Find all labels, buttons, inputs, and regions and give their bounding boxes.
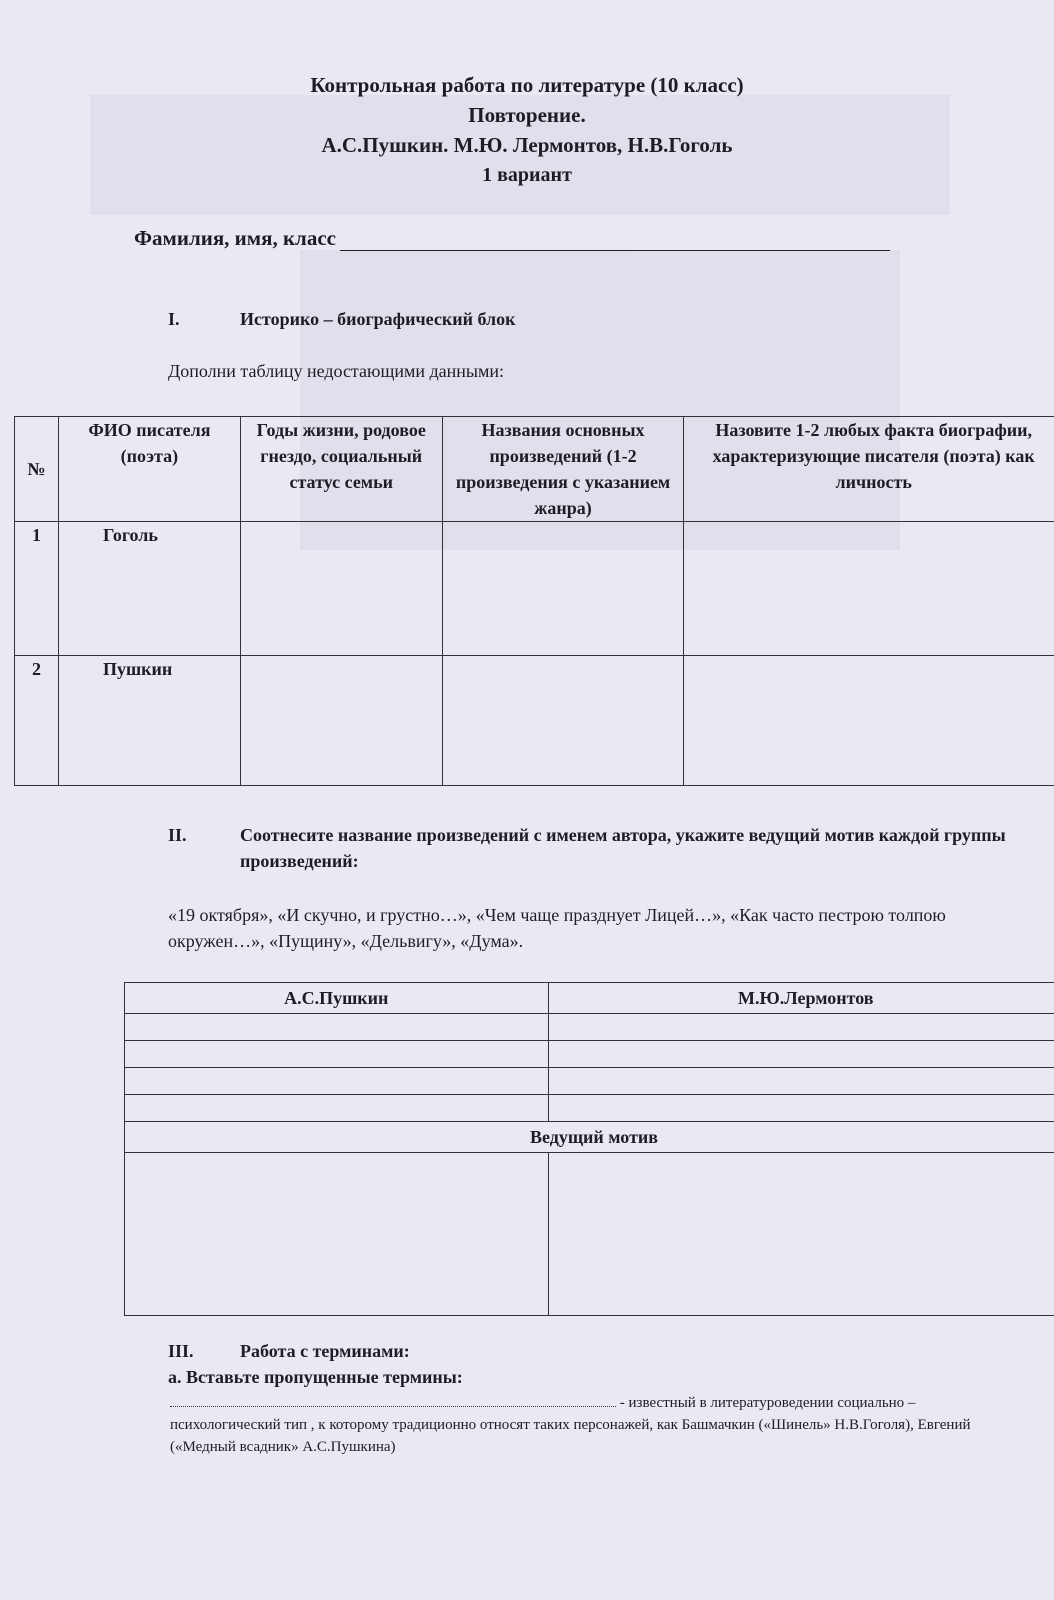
page-subtitle: Повторение. [468, 103, 586, 127]
col-header-works: Названия основных произведений (1-2 произведения с указанием жанра) [442, 417, 684, 522]
authors-works-table [124, 982, 1054, 1316]
answer-cell[interactable] [442, 656, 684, 786]
writer-name: Пушкин [58, 656, 240, 786]
term-sentence-text: - известный в литературоведении социально – психологический тип , к которому традиционно относят таких персонажей, как Башмачкин («Шинель» Н.В.Гоголя), Евгений («Медный всадник» А.С.Пушкина) [170, 1395, 971, 1455]
motif-answer-cell[interactable] [548, 1153, 1054, 1316]
table-header-row [15, 417, 1054, 522]
table-row [15, 656, 1054, 786]
section1-title: Историко – биографический блок [240, 309, 516, 329]
title-block [0, 70, 1054, 190]
answer-cell[interactable] [125, 1095, 549, 1122]
answer-cell[interactable] [125, 1014, 549, 1041]
section1-number: I. [168, 309, 180, 329]
col-header-lermontov: М.Ю.Лермонтов [548, 983, 1054, 1014]
answer-cell[interactable] [442, 522, 684, 656]
table-row [125, 1041, 1054, 1068]
term-blank[interactable] [170, 1392, 616, 1407]
student-name-line [134, 226, 890, 251]
answer-cell[interactable] [548, 1014, 1054, 1041]
section2-title: Соотнесите название произведений с именем автора, укажите ведущий мотив каждой группы произведений: [240, 825, 1006, 871]
motif-header-row [125, 1122, 1054, 1153]
row-number: 2 [15, 656, 59, 786]
table-header-row [125, 983, 1054, 1014]
section2-number: II. [168, 825, 187, 845]
col-header-number: № [15, 417, 59, 522]
table-row [15, 522, 1054, 656]
answer-cell[interactable] [684, 656, 1054, 786]
col-header-facts: Назовите 1-2 любых факта биографии, характеризующие писателя (поэта) как личность [684, 417, 1054, 522]
answer-cell[interactable] [125, 1041, 549, 1068]
table-row [125, 1153, 1054, 1316]
answer-cell[interactable] [548, 1041, 1054, 1068]
authors-line: А.С.Пушкин. М.Ю. Лермонтов, Н.В.Гоголь [321, 133, 733, 157]
student-name-label: Фамилия, имя, класс [134, 226, 336, 250]
row-number: 1 [15, 522, 59, 656]
term-sentence [170, 1392, 1010, 1458]
student-name-field[interactable] [340, 228, 890, 251]
col-header-name: ФИО писателя (поэта) [58, 417, 240, 522]
page-title: Контрольная работа по литературе (10 класс) [310, 73, 744, 97]
answer-cell[interactable] [125, 1068, 549, 1095]
section3-subtitle: а. Вставьте пропущенные термины: [168, 1367, 463, 1387]
answer-cell[interactable] [240, 656, 442, 786]
section3-title: Работа с терминами: [240, 1341, 410, 1361]
section1-heading [168, 306, 868, 332]
motif-answer-cell[interactable] [125, 1153, 549, 1316]
section2-works-list: «19 октября», «И скучно, и грустно…», «Чем чаще празднует Лицей…», «Как часто пестрою толпою окружен…», «Пущину», «Дельвигу», «Дума». [168, 905, 946, 951]
table-row [125, 1095, 1054, 1122]
section1-instruction: Дополни таблицу недостающими данными: [168, 361, 505, 381]
answer-cell[interactable] [684, 522, 1054, 656]
table-row [125, 1014, 1054, 1041]
variant-label: 1 вариант [482, 164, 572, 186]
section2-heading [168, 822, 1008, 874]
biography-table [14, 416, 1054, 786]
table-row [125, 1068, 1054, 1095]
section3-number: III. [168, 1341, 194, 1361]
motif-header: Ведущий мотив [125, 1122, 1054, 1153]
col-header-years: Годы жизни, родовое гнездо, социальный статус семьи [240, 417, 442, 522]
answer-cell[interactable] [548, 1095, 1054, 1122]
answer-cell[interactable] [240, 522, 442, 656]
section3-heading [168, 1338, 868, 1364]
answer-cell[interactable] [548, 1068, 1054, 1095]
col-header-pushkin: А.С.Пушкин [125, 983, 549, 1014]
writer-name: Гоголь [58, 522, 240, 656]
